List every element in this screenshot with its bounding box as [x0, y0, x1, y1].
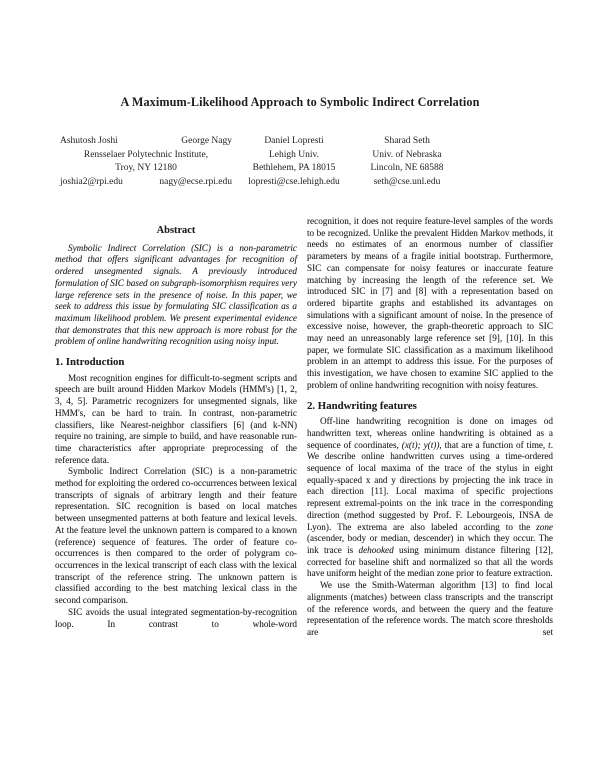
paragraph-intro-3-continued: recognition, it does not require feature-level samples of the words to be recognized. Unlike the prevalent Hidden Markov methods, it needs no estimates of an enormous number of classifier parameters by means of a fragile initial bootstrap. Furthermore, SIC can compensate for noisy features or inaccurate feature matching by increasing the length of the reference set. We introduced SIC in [7] and [8] with a representation based on ordered bipartite graphs and established its advantages on simulations with a significant amount of noise. In the presence of excessive noise, however, the graph-theoretic approach to SIC may need an unreasonably large reference set [9], [10]. In this paper, we formulate SIC classification as a maximum likelihood problem in an attempt to address this issue. For the purposes of this investigation, we have chosen to examine SIC applied to the problem of online handwriting recognition with noisy features.: [307, 216, 553, 390]
author-name: Ashutosh Joshi: [60, 136, 118, 146]
abstract-heading: Abstract: [156, 225, 196, 236]
paragraph-handwriting-2: We use the Smith-Waterman algorithm [13] to find local alignments (matches) between class transcripts and the transcript of the reference words, and between the query and the feature representation of the reference words. The match score thresholds are set: [307, 580, 553, 637]
author-email: nagy@ecse.rpi.edu: [159, 177, 232, 188]
author-name: Sharad Seth: [384, 136, 430, 146]
author-email: lopresti@cse.lehigh.edu: [248, 177, 340, 188]
italic-run-time-var: t: [548, 439, 551, 450]
text-run: using minimum distance filtering [12], corrected for baseline shift and normalized so that all the words have uniform height of the median zone prior to feature extraction.: [307, 544, 553, 579]
italic-run-coordinates: (x(t); y(t)): [401, 439, 440, 450]
italic-run-zone: zone: [536, 521, 553, 532]
italic-run-dehooked: dehooked: [358, 544, 394, 555]
author-affiliation: Lehigh Univ.: [268, 149, 320, 160]
author-group-rpi: [60, 135, 232, 190]
abstract-text: Symbolic Indirect Correlation (SIC) is a non-parametric method that offers significant advantages for recognition of ordered unsegmented signals. A previously introduced formulation of SIC based on subgraph-isomorphism requires very large reference sets in the presence of noise. In this paper, we seek to address this issue by formulating SIC classification as a maximum likelihood problem. We present experimental evidence that demonstrates that this new approach is more robust for the problem of online handwriting recognition using noisy input.: [55, 242, 298, 347]
page-title: A Maximum-Likelihood Approach to Symbolic Indirect Correlation: [120, 95, 480, 109]
paragraph-intro-1: Most recognition engines for difficult-to-segment scripts and speech are built around Hidden Markov Models (HMM's) [1, 2, 3, 4, 5]. Parametric recognizers for unsegmented signals, like HMM's, can be hard to train. In contrast, non-parametric classifiers, like Nearest-neighbor classifiers [6] (and k-NN) require no training, are simple to build, and have reasonable run-time characteristics after appropriate preprocessing of the reference data.: [55, 372, 297, 465]
text-run: , that are a function of time,: [439, 439, 549, 450]
author-block: [0, 135, 600, 197]
author-affiliation: Univ. of Nebraska: [372, 149, 442, 160]
text-run: (ascender, body or median, descender) in which they occur. The ink trace is: [307, 533, 553, 555]
right-column: [307, 216, 553, 639]
author-affiliation: Rensselaer Polytechnic Institute,: [83, 149, 209, 160]
author-name: Daniel Lopresti: [264, 136, 324, 146]
text-run: Off-line handwriting recognition is done on images od handwritten text, whereas online handwriting is obtained as a sequence of coordinates,: [307, 416, 553, 450]
author-group-nebraska: [350, 135, 464, 190]
author-group-lehigh: [232, 135, 356, 190]
author-affiliation: Troy, NY 12180: [115, 163, 177, 174]
paragraph-handwriting-1: [307, 416, 553, 580]
text-run: . We describe online handwritten curves using a time-ordered sequence of local maxima of the trace of the stylus in eight equally-spaced x and y directions by projecting the ink trace in each direction [11]. Local maxima of specific projections represent extremal-points on the ink trace in the corresponding direction (method suggested by Prof. F. Lebourgeois, INSA de Lyon). The extrema are also labeled according to the: [307, 439, 554, 532]
paragraph-intro-2: Symbolic Indirect Correlation (SIC) is a non-parametric method for exploiting the ordered co-occurrences between lexical transcripts of signals of arbitrary length and their feature representation. SIC recognition is based on local matches between unsegmented patterns at both feature and lexical levels. At the feature level the unknown pattern is compared to a known (reference) sequence of features. The order of feature co-occurrences is then compared to the order of polygram co-occurrences in the lexical transcript of each class with the lexical transcript of the reference string. The unknown pattern is classified according to the best matching lexical class in the second comparison.: [55, 466, 297, 606]
section-heading-introduction: 1. Introduction: [55, 356, 125, 369]
section-heading-handwriting-features: 2. Handwriting features: [307, 399, 417, 412]
author-email: seth@cse.unl.edu: [373, 177, 441, 188]
author-name: George Nagy: [181, 136, 232, 146]
author-names-row: [60, 135, 232, 149]
author-email: joshia2@rpi.edu: [60, 177, 123, 188]
author-affiliation: Bethlehem, PA 18015: [252, 163, 336, 174]
author-affiliation: Lincoln, NE 68588: [370, 163, 444, 174]
paragraph-intro-3-left: SIC avoids the usual integrated segmentation-by-recognition loop. In contrast to whole-word: [55, 606, 297, 629]
author-emails-row: [60, 176, 232, 190]
left-column: [55, 219, 297, 630]
